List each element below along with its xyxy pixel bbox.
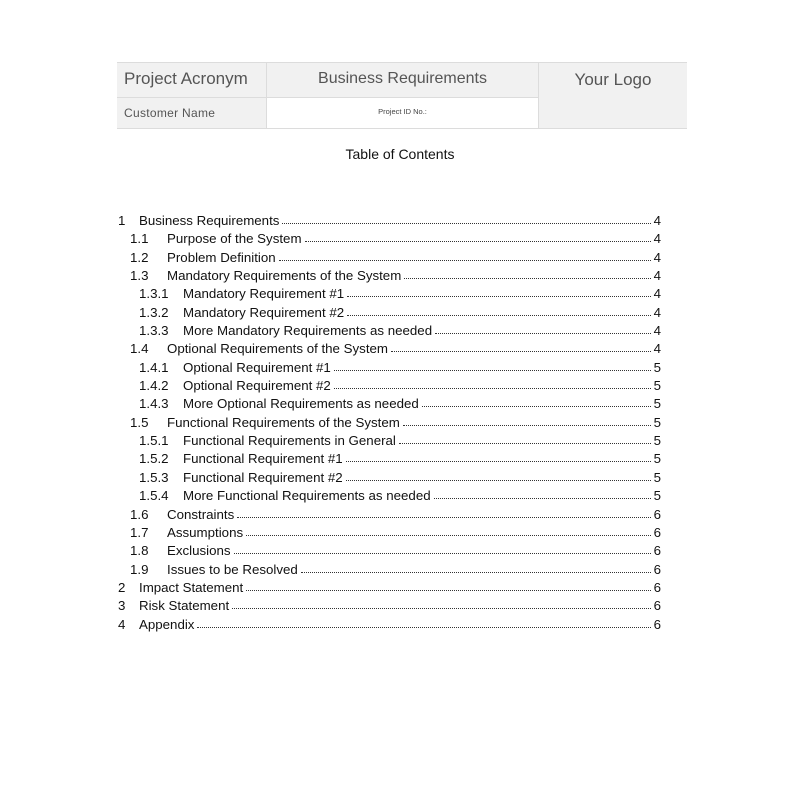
- toc-entry-title: Optional Requirement #2: [183, 378, 331, 394]
- toc-dot-leader: [234, 542, 651, 554]
- document-header: [117, 62, 687, 129]
- toc-entry-page: 4: [653, 341, 661, 357]
- toc-entry-number: 1.3.3: [139, 323, 169, 339]
- project-acronym: Project Acronym: [117, 63, 267, 98]
- toc-entry[interactable]: [118, 230, 661, 248]
- toc-entry[interactable]: [118, 469, 661, 487]
- toc-entry[interactable]: [118, 395, 661, 413]
- toc-entry-number: 2: [118, 579, 126, 595]
- toc-entry-title: Functional Requirement #2: [183, 469, 343, 485]
- toc-entry[interactable]: [118, 322, 661, 340]
- table-of-contents: [118, 212, 661, 634]
- toc-entry-number: 1.2: [130, 249, 149, 265]
- toc-entry-title: Functional Requirements in General: [183, 433, 396, 449]
- toc-entry-page: 4: [653, 323, 661, 339]
- toc-entry-number: 1.4: [130, 341, 149, 357]
- toc-entry-page: 4: [653, 304, 661, 320]
- customer-name: Customer Name: [117, 98, 267, 128]
- toc-entry-number: 1.1: [130, 231, 149, 247]
- toc-entry-number: 1.3.1: [139, 286, 169, 302]
- toc-entry[interactable]: [118, 487, 661, 505]
- toc-entry[interactable]: [118, 304, 661, 322]
- toc-entry-page: 5: [653, 469, 661, 485]
- toc-dot-leader: [346, 450, 651, 462]
- toc-dot-leader: [391, 340, 651, 352]
- toc-entry-number: 1.9: [130, 561, 149, 577]
- toc-entry-number: 1.6: [130, 506, 149, 522]
- toc-dot-leader: [232, 597, 651, 609]
- toc-dot-leader: [435, 322, 651, 334]
- toc-entry-number: 1.5.2: [139, 451, 169, 467]
- toc-dot-leader: [282, 212, 651, 224]
- toc-entry[interactable]: [118, 377, 661, 395]
- toc-entry[interactable]: [118, 597, 661, 615]
- project-id-label: Project ID No.:: [267, 98, 538, 128]
- toc-entry-page: 6: [653, 561, 661, 577]
- toc-entry-page: 5: [653, 359, 661, 375]
- toc-dot-leader: [301, 561, 651, 573]
- toc-dot-leader: [334, 359, 651, 371]
- logo-placeholder: Your Logo: [538, 63, 687, 128]
- toc-entry[interactable]: [118, 212, 661, 230]
- toc-entry[interactable]: [118, 506, 661, 524]
- toc-entry-title: More Mandatory Requirements as needed: [183, 323, 433, 339]
- toc-dot-leader: [334, 377, 651, 389]
- toc-entry-title: Business Requirements: [139, 213, 280, 228]
- toc-entry-page: 6: [653, 543, 661, 559]
- toc-entry-page: 6: [653, 616, 661, 632]
- toc-entry-title: More Optional Requirements as needed: [183, 396, 419, 412]
- toc-entry[interactable]: [118, 285, 661, 303]
- toc-entry-number: 1.7: [130, 524, 149, 540]
- toc-entry-page: 4: [653, 286, 661, 302]
- toc-entry-title: Exclusions: [167, 543, 231, 559]
- toc-entry-title: Impact Statement: [139, 579, 244, 595]
- toc-entry-number: 1.5: [130, 414, 149, 430]
- toc-entry-number: 1.8: [130, 543, 149, 559]
- toc-entry-page: 4: [653, 249, 661, 265]
- toc-entry-number: 1.3.2: [139, 304, 169, 320]
- toc-entry-page: 5: [653, 451, 661, 467]
- toc-dot-leader: [422, 395, 651, 407]
- toc-entry-page: 6: [653, 579, 661, 595]
- toc-entry-title: Optional Requirements of the System: [167, 341, 388, 357]
- toc-entry-number: 1: [118, 213, 126, 228]
- toc-entry-number: 1.5.4: [139, 488, 169, 504]
- toc-entry-page: 5: [653, 414, 661, 430]
- toc-entry[interactable]: [118, 267, 661, 285]
- toc-entry[interactable]: [118, 249, 661, 267]
- toc-entry-page: 6: [653, 506, 661, 522]
- toc-dot-leader: [279, 249, 651, 261]
- document-title: Business Requirements: [267, 63, 538, 98]
- toc-entry-page: 4: [653, 231, 661, 247]
- toc-dot-leader: [399, 432, 651, 444]
- toc-entry[interactable]: [118, 616, 661, 634]
- toc-entry-page: 6: [653, 524, 661, 540]
- toc-entry[interactable]: [118, 579, 661, 597]
- toc-entry-title: More Functional Requirements as needed: [183, 488, 431, 504]
- toc-entry-page: 5: [653, 488, 661, 504]
- toc-entry[interactable]: [118, 414, 661, 432]
- toc-entry-number: 1.5.1: [139, 433, 169, 449]
- toc-dot-leader: [404, 267, 651, 279]
- toc-entry-number: 1.4.1: [139, 359, 169, 375]
- toc-dot-leader: [347, 285, 651, 297]
- toc-entry-page: 6: [653, 598, 661, 614]
- toc-entry-number: 1.4.3: [139, 396, 169, 412]
- toc-entry[interactable]: [118, 542, 661, 560]
- toc-entry-number: 3: [118, 598, 126, 614]
- toc-entry-number: 1.4.2: [139, 378, 169, 394]
- toc-dot-leader: [246, 579, 651, 591]
- toc-entry-title: Mandatory Requirements of the System: [167, 268, 402, 284]
- toc-entry-page: 5: [653, 396, 661, 412]
- toc-dot-leader: [197, 616, 651, 628]
- toc-dot-leader: [346, 469, 651, 481]
- toc-entry-number: 4: [118, 616, 126, 632]
- toc-entry[interactable]: [118, 450, 661, 468]
- toc-entry-title: Risk Statement: [139, 598, 230, 614]
- toc-entry-title: Optional Requirement #1: [183, 359, 331, 375]
- toc-entry-page: 5: [653, 378, 661, 394]
- toc-dot-leader: [237, 506, 651, 518]
- toc-entry[interactable]: [118, 340, 661, 358]
- toc-entry-title: Constraints: [167, 506, 235, 522]
- toc-entry-title: Problem Definition: [167, 249, 276, 265]
- toc-dot-leader: [434, 487, 651, 499]
- toc-entry[interactable]: [118, 561, 661, 579]
- toc-entry-page: 4: [653, 213, 661, 228]
- toc-entry-title: Mandatory Requirement #1: [183, 286, 345, 302]
- toc-entry-title: Appendix: [139, 616, 195, 632]
- toc-entry[interactable]: [118, 359, 661, 377]
- toc-entry-title: Functional Requirements of the System: [167, 414, 400, 430]
- toc-title: Table of Contents: [345, 146, 455, 162]
- toc-entry[interactable]: [118, 524, 661, 542]
- toc-dot-leader: [403, 414, 651, 426]
- toc-entry-number: 1.3: [130, 268, 149, 284]
- toc-dot-leader: [305, 230, 651, 242]
- toc-dot-leader: [347, 304, 651, 316]
- toc-dot-leader: [246, 524, 651, 536]
- toc-entry-page: 5: [653, 433, 661, 449]
- toc-entry-title: Purpose of the System: [167, 231, 302, 247]
- toc-entry-title: Functional Requirement #1: [183, 451, 343, 467]
- toc-entry[interactable]: [118, 432, 661, 450]
- toc-entry-number: 1.5.3: [139, 469, 169, 485]
- toc-entry-page: 4: [653, 268, 661, 284]
- toc-entry-title: Assumptions: [167, 524, 244, 540]
- toc-entry-title: Issues to be Resolved: [167, 561, 298, 577]
- toc-entry-title: Mandatory Requirement #2: [183, 304, 345, 320]
